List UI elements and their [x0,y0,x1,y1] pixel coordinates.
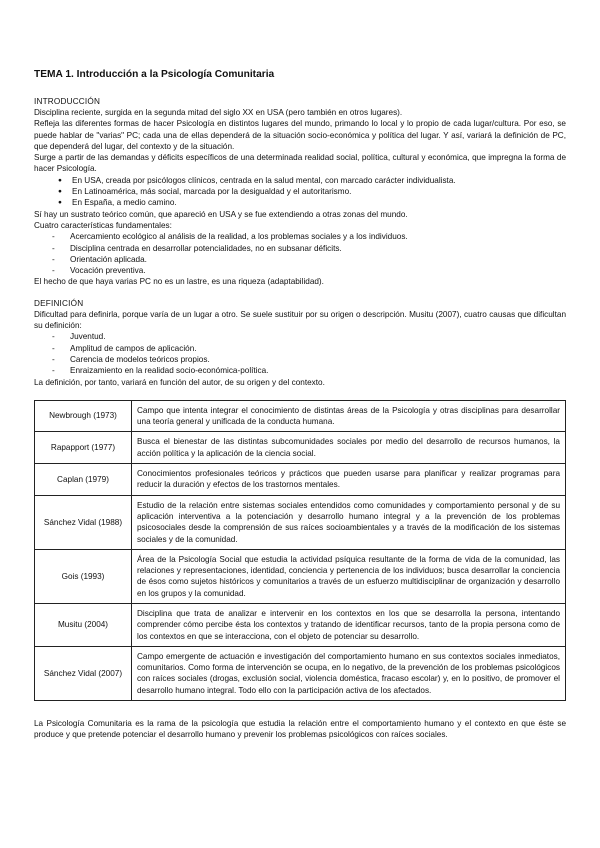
definition-cell: Campo que intenta integrar el conocimiento de distintas áreas de la Psicología y otras disciplinas para desarrollar una teoría general y unificada de la conducta humana. [132,400,566,432]
intro-paragraph: Surge a partir de las demandas y déficits específicos de una determinada realidad social, política, cultural y económica, que impregna la forma de hacer Psicología. [34,153,566,174]
closing-paragraph: La Psicología Comunitaria es la rama de la psicología que estudia la relación entre el comportamiento humano y el contexto en que éste se produce y que pretende potenciar el desarrollo humano y prevenir los problemas psicológicos con raíces sociales. [34,719,566,740]
intro-paragraph: Sí hay un sustrato teórico común, que apareció en USA y se fue extendiendo a otras zonas del mundo. [34,209,408,219]
table-row [35,603,566,646]
page-title: TEMA 1. Introducción a la Psicología Comunitaria [34,69,275,80]
list-item: - Juventud. [34,331,566,342]
causes-list [34,331,566,376]
author-cell: Rapapport (1977) [35,432,132,464]
intro-paragraph: El hecho de que haya varias PC no es un lastre, es una riqueza (adaptabilidad). [34,277,324,287]
definition-cell: Disciplina que trata de analizar e intervenir en los contextos en los que se desarrolla la persona, intentando comprender cómo percibe ésta los contextos y tratando de identificar recursos, tanto de la propia persona como de los contextos en que se interacciona, con el objeto de potenciar su desarrollo. [132,603,566,646]
definitions-table [34,400,566,701]
document-page [34,68,566,741]
definition-cell: Estudio de la relación entre sistemas sociales entendidos como comunidades y comportamiento personal y de su aplicación interventiva a la potenciación y desarrollo humano integral y a la prevención de los problemas psicosociales desde la comprensión de sus raíces socioambientales y a través de la modificación de los sistemas sociales y de la comunidad. [132,495,566,549]
author-cell: Sánchez Vidal (2007) [35,646,132,700]
list-item: - Amplitud de campos de aplicación. [34,343,566,354]
definition-cell: Busca el bienestar de las distintas subcomunidades sociales por medio del desarrollo de recursos humanos, la acción política y la aplicación de la ciencia social. [132,432,566,464]
intro-bullet-list [34,175,566,209]
author-cell: Musitu (2004) [35,603,132,646]
list-item: - Enraizamiento en la realidad socio-económica-política. [34,365,566,376]
author-cell: Caplan (1979) [35,464,132,496]
list-item: ● En Latinoamérica, más social, marcada por la desigualdad y el autoritarismo. [34,186,566,197]
definition-cell: Área de la Psicología Social que estudia la actividad psíquica resultante de la forma de vida de la comunidad, las relaciones y representaciones, identidad, conciencia y pertenencia de los individuos; busca desarrollar la conciencia de ésos como sujetos históricos y comunitarios a través de un esfuerzo multidisciplinar de organización y desarrollo en los grupos y la comunidad. [132,549,566,603]
table-row [35,646,566,700]
intro-heading: INTRODUCCIÓN [34,97,101,106]
definition-heading: DEFINICIÓN [34,298,84,308]
intro-paragraph: Disciplina reciente, surgida en la segunda mitad del siglo XX en USA (pero también en otros lugares). [34,108,403,117]
list-item: ● En USA, creada por psicólogos clínicos, centrada en la salud mental, con marcado carácter individualista. [34,175,566,186]
author-cell: Sánchez Vidal (1988) [35,495,132,549]
author-cell: Gois (1993) [35,549,132,603]
table-row [35,432,566,464]
list-item: - Carencia de modelos teóricos propios. [34,354,566,365]
list-item: - Disciplina centrada en desarrollar potencialidades, no en subsanar déficits. [34,243,566,254]
intro-section [34,96,566,288]
table-row [35,495,566,549]
intro-paragraph: Refleja las diferentes formas de hacer Psicología en distintos lugares del mundo, primando lo local y lo propio de cada lugar/cultura. Por eso, se puede hablar de "varias" PC; cada una de ellas dependerá de la situación socio-económica y política del lugar. Y así, variará la definición de PC, que dependerá del lugar, del contexto y de la situación. [34,119,566,151]
definition-cell: Campo emergente de actuación e investigación del comportamiento humano en sus contextos sociales inmediatos, comunitarios. Como forma de intervención se ocupa, en lo negativo, de la prevención de los problemas psicológicos con raíces sociales (drogas, exclusión social, violencia doméstica, fracaso escolar) y, en lo positivo, de promover el desarrollo humano integral. Todo ello con la participación activa de los afectados. [132,646,566,700]
definition-cell: Conocimientos profesionales teóricos y prácticos que pueden usarse para planificar y realizar programas para reducir la duración y efectos de los trastornos mentales. [132,464,566,496]
table-row [35,549,566,603]
author-cell: Newbrough (1973) [35,400,132,432]
definition-paragraph: La definición, por tanto, variará en función del autor, de su origen y del contexto. [34,377,325,387]
list-item: - Orientación aplicada. [34,254,566,265]
features-list [34,231,566,276]
intro-paragraph: Cuatro características fundamentales: [34,220,172,230]
definition-paragraph: Dificultad para definirla, porque varía de un lugar a otro. Se suele sustituir por su origen o descripción. Musitu (2007), cuatro causas que dificultan su definición: [34,309,566,331]
table-row [35,400,566,432]
list-item: - Acercamiento ecológico al análisis de la realidad, a los problemas sociales y a los individuos. [34,231,566,242]
list-item: - Vocación preventiva. [34,265,566,276]
definition-section [34,298,566,388]
table-row [35,464,566,496]
list-item: ● En España, a medio camino. [34,197,566,208]
